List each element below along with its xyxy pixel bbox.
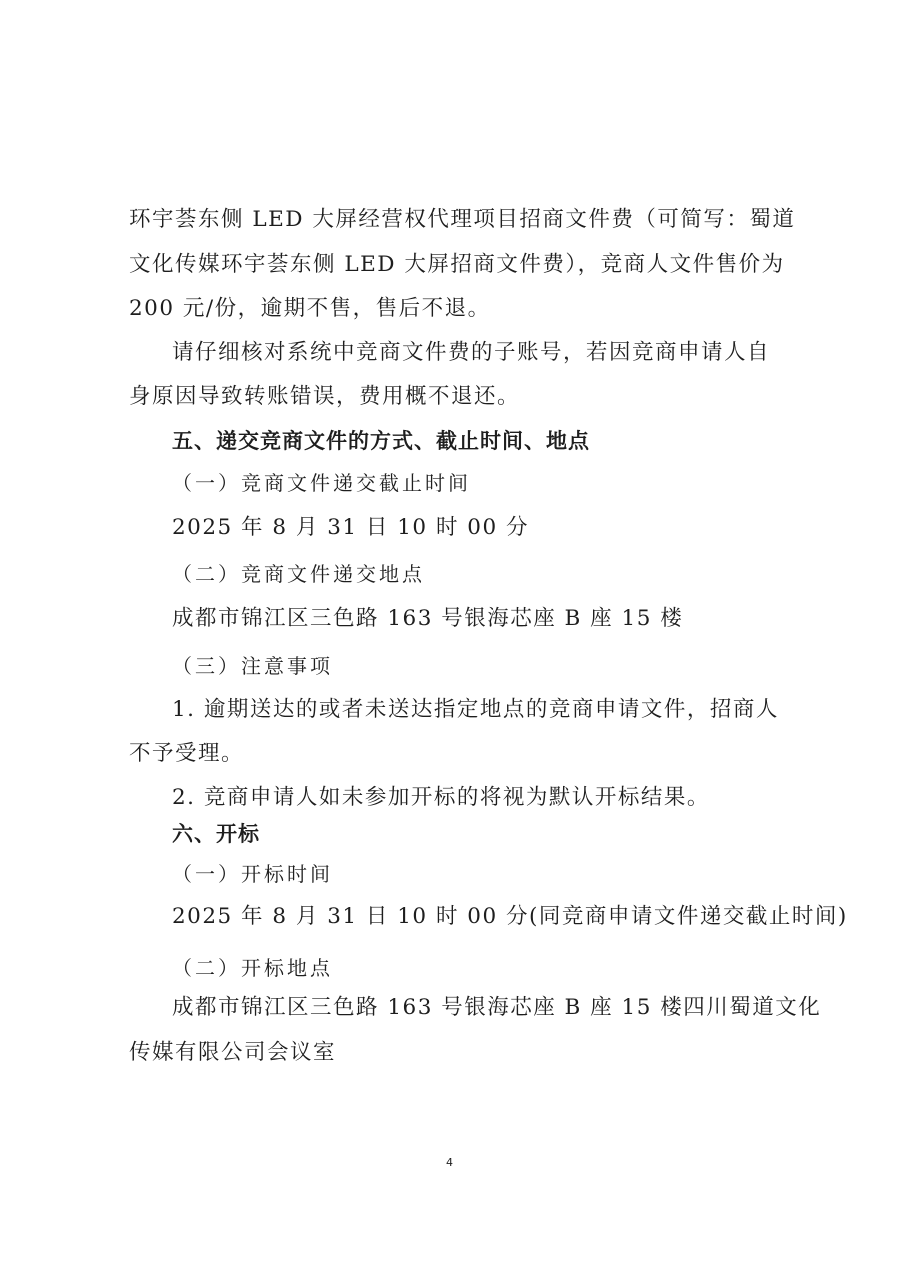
section-5-sub2-text: 成都市锦江区三色路 163 号银海芯座 B 座 15 楼 bbox=[172, 606, 684, 631]
note-2: 2. 竞商申请人如未参加开标的将视为默认开标结果。 bbox=[172, 785, 710, 810]
section-6-sub2-line-2: 传媒有限公司会议室 bbox=[129, 1040, 337, 1065]
fee-paragraph-line-2: 文化传媒环宇荟东侧 LED 大屏招商文件费），竞商人文件售价为 bbox=[129, 252, 785, 277]
section-6-sub1-title: （一）开标时间 bbox=[172, 862, 333, 886]
section-5-sub1-text: 2025 年 8 月 31 日 10 时 00 分 bbox=[172, 515, 529, 540]
section-5-sub1-title: （一）竞商文件递交截止时间 bbox=[172, 471, 471, 495]
note-1-line-1: 1. 逾期送达的或者未送达指定地点的竞商申请文件，招商人 bbox=[172, 697, 779, 722]
section-6-sub2-line-1: 成都市锦江区三色路 163 号银海芯座 B 座 15 楼四川蜀道文化 bbox=[172, 995, 822, 1020]
section-6-sub2-title: （二）开标地点 bbox=[172, 956, 333, 980]
page-number: 4 bbox=[446, 1156, 453, 1169]
note-1-line-2: 不予受理。 bbox=[129, 741, 245, 766]
section-5-sub3-title: （三）注意事项 bbox=[172, 654, 333, 678]
section-6-sub1-text: 2025 年 8 月 31 日 10 时 00 分(同竞商申请文件递交截止时间) bbox=[172, 904, 848, 929]
verify-paragraph-line-2: 身原因导致转账错误，费用概不退还。 bbox=[129, 384, 521, 409]
verify-paragraph-line-1: 请仔细核对系统中竞商文件费的子账号，若因竞商申请人自 bbox=[172, 340, 771, 365]
fee-paragraph-line-1: 环宇荟东侧 LED 大屏经营权代理项目招商文件费（可简写：蜀道 bbox=[129, 207, 796, 232]
section-6-heading: 六、开标 bbox=[172, 822, 260, 846]
fee-paragraph-line-3: 200 元/份，逾期不售，售后不退。 bbox=[129, 296, 491, 321]
section-5-heading: 五、递交竞商文件的方式、截止时间、地点 bbox=[172, 429, 590, 453]
section-5-sub2-title: （二）竞商文件递交地点 bbox=[172, 562, 425, 586]
